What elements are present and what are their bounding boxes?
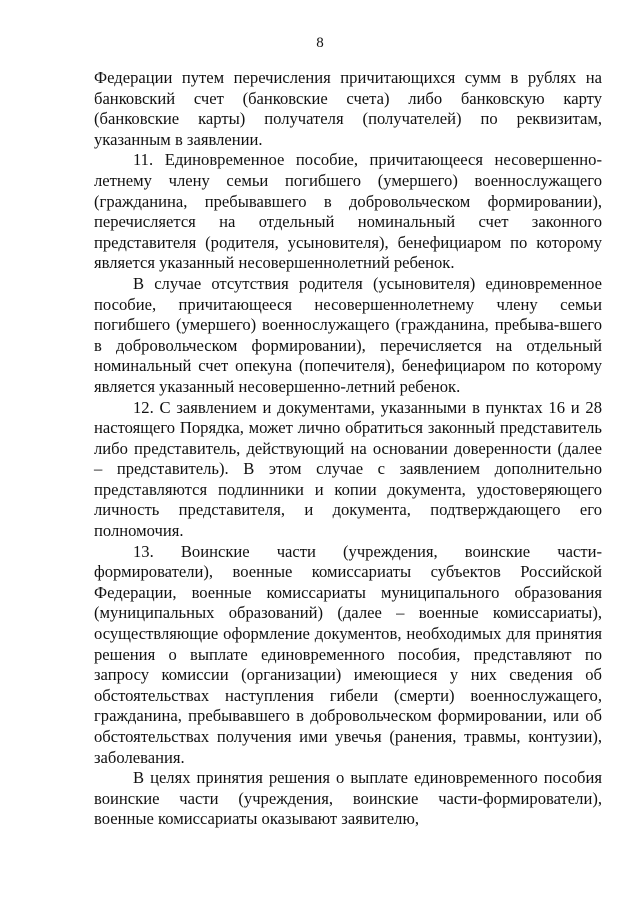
paragraph-item-13: 13. Воинские части (учреждения, воинские части-формирователи), военные комиссариаты субъектов Российской Федерации, военные комиссариаты муниципального образования (муниципальных образований) (далее – военные комиссариаты), осуществляющие оформление документов, необходимых для принятия решения о выплате единовременного пособия, представляют по запросу комиссии (организации) имеющиеся у них сведения об обстоятельствах наступления гибели (смерти) военнослужащего, гражданина, пребывавшего в добровольческом формировании, или об обстоятельствах получения ими увечья (ранения, травмы, контузии), заболевания.: [94, 541, 602, 767]
paragraph-continuation: Федерации путем перечисления причитающихся сумм в рублях на банковский счет (банковские счета) либо банковскую карту (банковские карты) получателя (получателей) по реквизитам, указанным в заявлении.: [94, 68, 602, 149]
paragraph-item-11: 11. Единовременное пособие, причитающееся несовершенно-летнему члену семьи погибшего (умершего) военнослужащего (гражданина, пребывавшего в добровольческом формировании), перечисляется на отдельный номинальный счет законного представителя (родителя, усыновителя), бенефициаром по которому является указанный несовершеннолетний ребенок.: [94, 150, 602, 273]
paragraph-no-parent-case: В случае отсутствия родителя (усыновителя) единовременное пособие, причитающееся несовершеннолетнему члену семьи погибшего (умершего) военнослужащего (гражданина, пребыва-вшего в добровольческом формировании), перечисляется на отдельный номинальный счет опекуна (попечителя), бенефициаром по которому является указанный несовершенно-летний ребенок.: [94, 273, 602, 396]
paragraph-item-12: 12. С заявлением и документами, указанными в пунктах 16 и 28 настоящего Порядка, может лично обратиться законный представитель либо представитель, действующий на основании доверенности (далее – представитель). В этом случае с заявлением дополнительно представляются подлинники и копии документа, удостоверяющего личность представителя, и документа, подтверждающего его полномочия.: [94, 397, 602, 541]
page-number: 8: [316, 35, 324, 51]
document-body: [94, 68, 602, 830]
paragraph-decision-assistance: В целях принятия решения о выплате единовременного пособия воинские части (учреждения, воинские части-формирователи), военные комиссариаты оказывают заявителю,: [94, 768, 602, 829]
